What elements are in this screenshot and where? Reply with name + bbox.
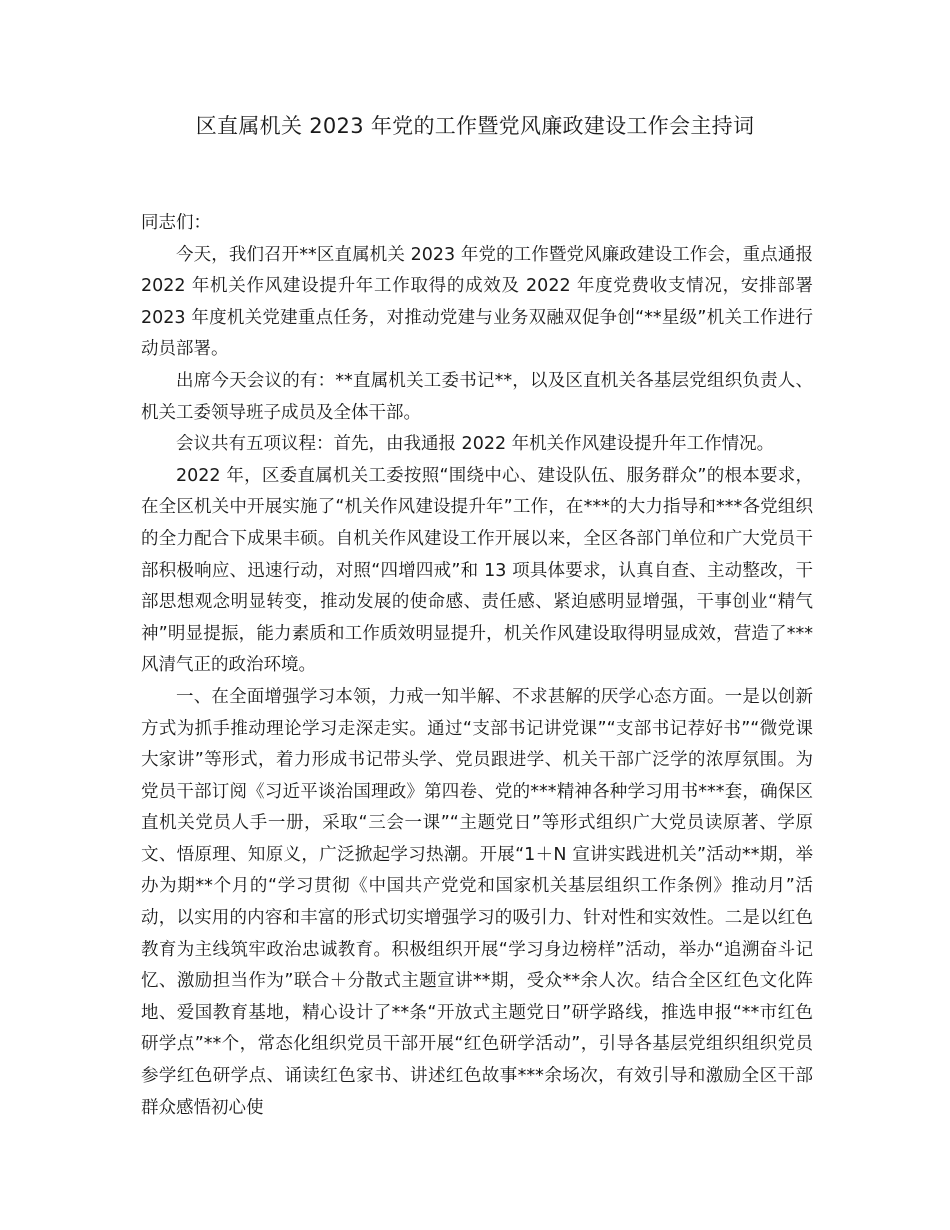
salutation: 同志们： [141,213,211,233]
document-title: 区直属机关 2023 年党的工作暨党风廉政建设工作会主持词 [195,114,755,138]
paragraph-section-one: 一、在全面增强学习本领，力戒一知半解、不求甚解的厌学心态方面。一是以创新方式为抓手推动理论学习走深走实。通过“支部书记讲党课”“支部书记荐好书”“微党课大家讲”等形式，着力形成书记带头学、党员跟进学、机关干部广泛学的浓厚氛围。为党员干部订阅《习近平谈治国理政》第四卷、党的***精神各种学习用书***套，确保区直机关党员人手一册，采取“三会一课”“主题党日”等形式组织广大党员读原著、学原文、悟原理、知原义，广泛掀起学习热潮。开展“1＋N 宣讲实践进机关”活动**期，举办为期**个月的“学习贯彻《中国共产党党和国家机关基层组织工作条例》推动月”活动，以实用的内容和丰富的形式切实增强学习的吸引力、针对性和实效性。二是以红色教育为主线筑牢政治忠诚教育。积极组织开展“学习身边榜样”活动，举办“追溯奋斗记忆、激励担当作为”联合＋分散式主题宣讲**期，受众**余人次。结合全区红色文化阵地、爱国教育基地，精心设计了**条“开放式主题党日”研学路线，推选申报“**市红色研学点”**个，常态化组织党员干部开展“红色研学活动”，引导各基层党组织组织党员参学红色研学点、诵读红色家书、讲述红色故事***余场次，有效引导和激励全区干部群众感悟初心使 [141,686,813,1118]
paragraph-attendees: 出席今天会议的有：**直属机关工委书记**，以及区直机关各基层党组织负责人、机关工委领导班子成员及全体干部。 [141,370,813,423]
paragraph-summary: 2022 年，区委直属机关工委按照“围绕中心、建设队伍、服务群众”的根本要求，在全区机关中开展实施了“机关作风建设提升年”工作，在***的大力指导和***各党组织的全力配合下成果丰硕。自机关作风建设工作开展以来，全区各部门单位和广大党员干部积极响应、迅速行动，对照“四增四戒”和 13 项具体要求，认真自查、主动整改，干部思想观念明显转变，推动发展的使命感、责任感、紧迫感明显增强，干事创业“精气神”明显提振，能力素质和工作质效明显提升，机关作风建设取得明显成效，营造了***风清气正的政治环境。 [141,465,813,676]
document-body [141,208,813,1124]
paragraph-agenda: 会议共有五项议程：首先，由我通报 2022 年机关作风建设提升年工作情况。 [176,434,775,455]
paragraph-opening: 今天，我们召开**区直属机关 2023 年党的工作暨党风廉政建设工作会，重点通报 2022 年机关作风建设提升年工作取得的成效及 2022 年度党费收支情况，安排部署 2023 年度机关党建重点任务，对推动党建与业务双融双促争创“**星级”机关工作进行动员部署。 [141,244,813,360]
